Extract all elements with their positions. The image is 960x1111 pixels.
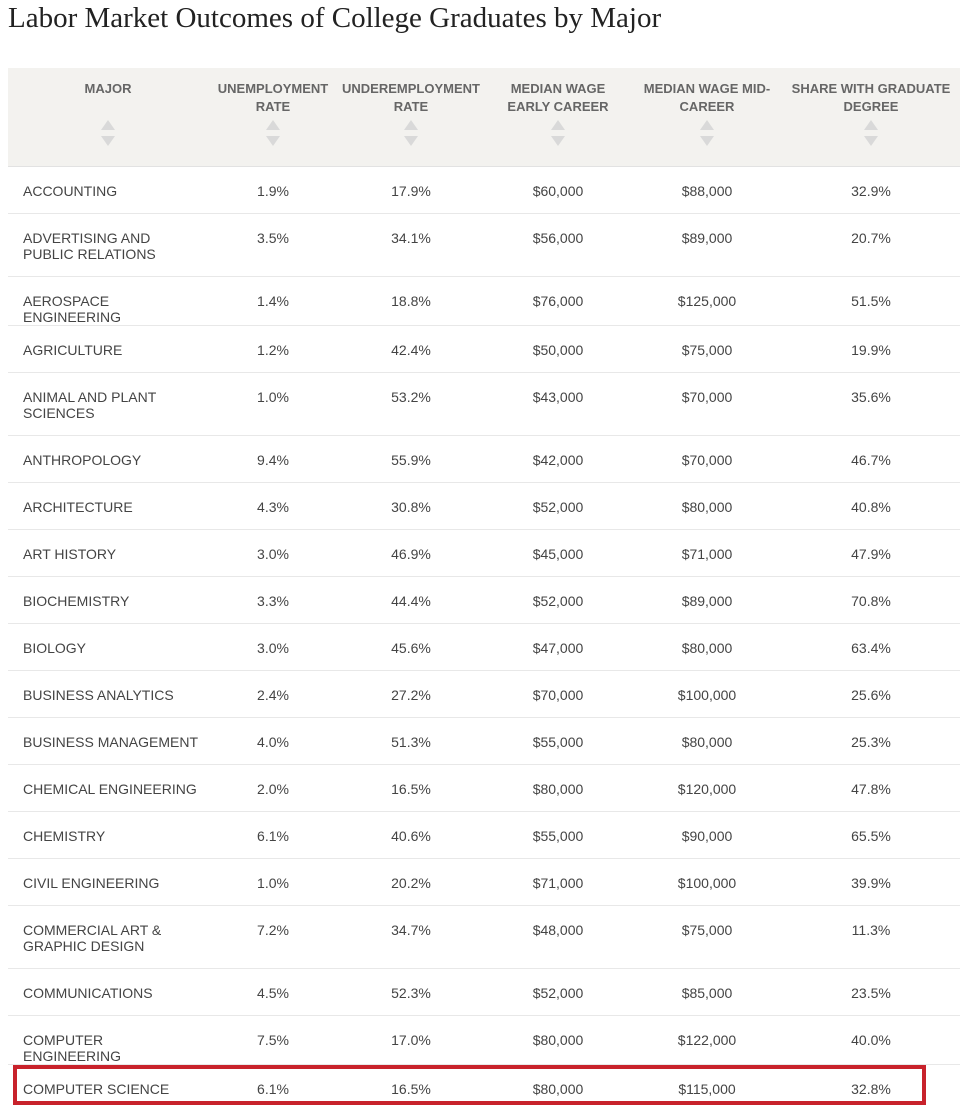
cell-major: COMMUNICATIONS	[8, 968, 208, 1015]
table-header	[8, 68, 960, 166]
column-header-major[interactable]	[8, 68, 208, 166]
cell-median-wage-mid-career: $75,000	[632, 905, 782, 968]
sort-ascending-icon[interactable]	[864, 120, 878, 130]
cell-median-wage-mid-career: $125,000	[632, 276, 782, 325]
sort-descending-icon[interactable]	[864, 136, 878, 146]
column-header-label: MEDIAN WAGE EARLY CAREER	[507, 81, 609, 114]
table-row	[8, 166, 960, 213]
sort-arrows[interactable]	[342, 120, 480, 146]
column-header-label: UNEMPLOYMENT RATE	[217, 81, 329, 114]
sort-descending-icon[interactable]	[101, 136, 115, 146]
column-header-label: SHARE WITH GRADUATE DEGREE	[791, 81, 951, 114]
cell-share-with-graduate-degree: 25.3%	[782, 717, 960, 764]
sort-arrows[interactable]	[212, 120, 334, 146]
cell-unemployment-rate: 3.3%	[208, 576, 338, 623]
cell-underemployment-rate: 16.5%	[338, 764, 484, 811]
sort-descending-icon[interactable]	[700, 136, 714, 146]
table-row	[8, 325, 960, 372]
cell-major: BIOLOGY	[8, 623, 208, 670]
cell-major: ADVERTISING AND PUBLIC RELATIONS	[8, 213, 208, 276]
sort-ascending-icon[interactable]	[700, 120, 714, 130]
cell-median-wage-early-career: $47,000	[484, 623, 632, 670]
cell-unemployment-rate: 4.3%	[208, 482, 338, 529]
table-row	[8, 811, 960, 858]
column-header-label: MEDIAN WAGE MID-CAREER	[643, 81, 771, 114]
cell-unemployment-rate: 2.4%	[208, 670, 338, 717]
cell-major: ANTHROPOLOGY	[8, 435, 208, 482]
cell-share-with-graduate-degree: 20.7%	[782, 213, 960, 276]
cell-median-wage-early-career: $52,000	[484, 576, 632, 623]
table-row	[8, 276, 960, 325]
cell-unemployment-rate: 2.0%	[208, 764, 338, 811]
cell-unemployment-rate: 6.1%	[208, 811, 338, 858]
cell-major: AGRICULTURE	[8, 325, 208, 372]
cell-share-with-graduate-degree: 51.5%	[782, 276, 960, 325]
cell-median-wage-early-career: $70,000	[484, 670, 632, 717]
cell-underemployment-rate: 53.2%	[338, 372, 484, 435]
cell-median-wage-early-career: $76,000	[484, 276, 632, 325]
cell-median-wage-early-career: $42,000	[484, 435, 632, 482]
table-row	[8, 1015, 960, 1064]
cell-major: COMMERCIAL ART & GRAPHIC DESIGN	[8, 905, 208, 968]
majors-table	[8, 68, 960, 1111]
table-row	[8, 435, 960, 482]
cell-median-wage-early-career: $80,000	[484, 1015, 632, 1064]
cell-share-with-graduate-degree: 40.0%	[782, 1015, 960, 1064]
cell-median-wage-early-career: $71,000	[484, 858, 632, 905]
cell-share-with-graduate-degree: 32.9%	[782, 166, 960, 213]
cell-underemployment-rate: 42.4%	[338, 325, 484, 372]
cell-underemployment-rate: 44.4%	[338, 576, 484, 623]
cell-median-wage-mid-career: $90,000	[632, 811, 782, 858]
sort-arrows[interactable]	[488, 120, 628, 146]
table-body	[8, 166, 960, 1111]
cell-median-wage-mid-career: $89,000	[632, 576, 782, 623]
sort-ascending-icon[interactable]	[551, 120, 565, 130]
cell-underemployment-rate: 20.2%	[338, 858, 484, 905]
cell-underemployment-rate: 34.7%	[338, 905, 484, 968]
cell-share-with-graduate-degree: 39.9%	[782, 858, 960, 905]
cell-underemployment-rate: 18.8%	[338, 276, 484, 325]
cell-major: AEROSPACE ENGINEERING	[8, 276, 208, 325]
cell-unemployment-rate: 6.1%	[257, 1080, 289, 1097]
majors-table-container	[8, 68, 960, 1111]
table-row	[8, 213, 960, 276]
cell-underemployment-rate: 52.3%	[338, 968, 484, 1015]
cell-share-with-graduate-degree: 19.9%	[782, 325, 960, 372]
page-title: Labor Market Outcomes of College Graduates by Major	[8, 2, 662, 34]
cell-share-with-graduate-degree: 47.9%	[782, 529, 960, 576]
cell-median-wage-mid-career: $80,000	[632, 623, 782, 670]
table-row	[8, 372, 960, 435]
table-row	[8, 623, 960, 670]
cell-major: ARCHITECTURE	[8, 482, 208, 529]
cell-median-wage-early-career: $48,000	[484, 905, 632, 968]
table-row	[8, 670, 960, 717]
cell-median-wage-mid-career: $70,000	[632, 372, 782, 435]
cell-underemployment-rate: 51.3%	[338, 717, 484, 764]
cell-underemployment-rate: 16.5%	[391, 1080, 431, 1097]
cell-share-with-graduate-degree: 35.6%	[782, 372, 960, 435]
cell-share-with-graduate-degree: 11.3%	[782, 905, 960, 968]
cell-underemployment-rate: 40.6%	[338, 811, 484, 858]
cell-underemployment-rate: 45.6%	[338, 623, 484, 670]
table-row	[8, 717, 960, 764]
cell-median-wage-mid-career: $100,000	[632, 858, 782, 905]
column-header-median-wage-early-career[interactable]	[484, 68, 632, 166]
table-row	[8, 482, 960, 529]
cell-major: CHEMISTRY	[8, 811, 208, 858]
column-header-unemployment-rate[interactable]	[208, 68, 338, 166]
cell-major: ANIMAL AND PLANT SCIENCES	[8, 372, 208, 435]
cell-median-wage-mid-career: $71,000	[632, 529, 782, 576]
cell-median-wage-early-career: $52,000	[484, 968, 632, 1015]
cell-major: BUSINESS ANALYTICS	[8, 670, 208, 717]
cell-share-with-graduate-degree: 63.4%	[782, 623, 960, 670]
cell-underemployment-rate: 27.2%	[338, 670, 484, 717]
table-row	[8, 858, 960, 905]
column-header-share-with-graduate-degree[interactable]	[782, 68, 960, 166]
table-row	[8, 905, 960, 968]
cell-median-wage-early-career: $43,000	[484, 372, 632, 435]
cell-median-wage-early-career: $52,000	[484, 482, 632, 529]
cell-underemployment-rate: 34.1%	[338, 213, 484, 276]
sort-arrows[interactable]	[12, 120, 204, 146]
cell-median-wage-mid-career: $88,000	[632, 166, 782, 213]
table-row	[8, 764, 960, 811]
cell-unemployment-rate: 1.0%	[208, 372, 338, 435]
cell-share-with-graduate-degree: 47.8%	[782, 764, 960, 811]
cell-median-wage-mid-career: $70,000	[632, 435, 782, 482]
cell-share-with-graduate-degree: 25.6%	[782, 670, 960, 717]
sort-ascending-icon[interactable]	[101, 120, 115, 130]
cell-median-wage-mid-career: $120,000	[632, 764, 782, 811]
cell-unemployment-rate: 1.4%	[208, 276, 338, 325]
cell-underemployment-rate: 17.9%	[338, 166, 484, 213]
header-row	[8, 68, 960, 166]
table-row	[8, 968, 960, 1015]
sort-descending-icon[interactable]	[266, 136, 280, 146]
cell-major: BUSINESS MANAGEMENT	[8, 717, 208, 764]
cell-unemployment-rate: 4.0%	[208, 717, 338, 764]
cell-major: COMPUTER SCIENCE	[23, 1080, 170, 1097]
cell-median-wage-mid-career: $75,000	[632, 325, 782, 372]
cell-median-wage-mid-career: $115,000	[678, 1080, 736, 1097]
cell-median-wage-early-career: $56,000	[484, 213, 632, 276]
table-row	[8, 1064, 960, 1111]
cell-share-with-graduate-degree: 46.7%	[782, 435, 960, 482]
cell-unemployment-rate: 1.9%	[208, 166, 338, 213]
cell-median-wage-early-career: $60,000	[484, 166, 632, 213]
cell-unemployment-rate: 3.5%	[208, 213, 338, 276]
cell-median-wage-mid-career: $80,000	[632, 482, 782, 529]
cell-unemployment-rate: 1.0%	[208, 858, 338, 905]
cell-unemployment-rate: 4.5%	[208, 968, 338, 1015]
cell-unemployment-rate: 3.0%	[208, 529, 338, 576]
sort-descending-icon[interactable]	[404, 136, 418, 146]
cell-share-with-graduate-degree: 23.5%	[782, 968, 960, 1015]
cell-share-with-graduate-degree: 40.8%	[782, 482, 960, 529]
cell-underemployment-rate: 30.8%	[338, 482, 484, 529]
cell-share-with-graduate-degree: 70.8%	[782, 576, 960, 623]
cell-unemployment-rate: 7.5%	[208, 1015, 338, 1064]
column-header-median-wage-mid-career[interactable]	[632, 68, 782, 166]
column-header-underemployment-rate[interactable]	[338, 68, 484, 166]
table-row	[8, 576, 960, 623]
sort-ascending-icon[interactable]	[266, 120, 280, 130]
cell-underemployment-rate: 17.0%	[338, 1015, 484, 1064]
cell-median-wage-mid-career: $89,000	[632, 213, 782, 276]
cell-median-wage-mid-career: $80,000	[632, 717, 782, 764]
sort-ascending-icon[interactable]	[404, 120, 418, 130]
cell-major: CIVIL ENGINEERING	[8, 858, 208, 905]
cell-median-wage-mid-career: $85,000	[632, 968, 782, 1015]
cell-share-with-graduate-degree: 32.8%	[851, 1080, 891, 1097]
cell-median-wage-early-career: $80,000	[484, 764, 632, 811]
cell-share-with-graduate-degree: 65.5%	[782, 811, 960, 858]
cell-median-wage-early-career: $45,000	[484, 529, 632, 576]
sort-arrows[interactable]	[636, 120, 778, 146]
column-header-label: UNDEREMPLOYMENT RATE	[342, 81, 480, 114]
cell-underemployment-rate: 55.9%	[338, 435, 484, 482]
cell-median-wage-early-career: $55,000	[484, 717, 632, 764]
cell-median-wage-mid-career: $100,000	[632, 670, 782, 717]
sort-descending-icon[interactable]	[551, 136, 565, 146]
cell-median-wage-early-career: $80,000	[532, 1080, 584, 1097]
cell-unemployment-rate: 7.2%	[208, 905, 338, 968]
cell-median-wage-mid-career: $122,000	[632, 1015, 782, 1064]
cell-major: ACCOUNTING	[8, 166, 208, 213]
cell-unemployment-rate: 3.0%	[208, 623, 338, 670]
cell-major: CHEMICAL ENGINEERING	[8, 764, 208, 811]
column-header-label: MAJOR	[84, 81, 132, 96]
cell-unemployment-rate: 9.4%	[208, 435, 338, 482]
cell-median-wage-early-career: $55,000	[484, 811, 632, 858]
cell-unemployment-rate: 1.2%	[208, 325, 338, 372]
cell-major: BIOCHEMISTRY	[8, 576, 208, 623]
cell-median-wage-early-career: $50,000	[484, 325, 632, 372]
cell-major: COMPUTER ENGINEERING	[8, 1015, 208, 1064]
sort-arrows[interactable]	[786, 120, 956, 146]
table-row	[8, 529, 960, 576]
cell-underemployment-rate: 46.9%	[338, 529, 484, 576]
cell-major: ART HISTORY	[8, 529, 208, 576]
